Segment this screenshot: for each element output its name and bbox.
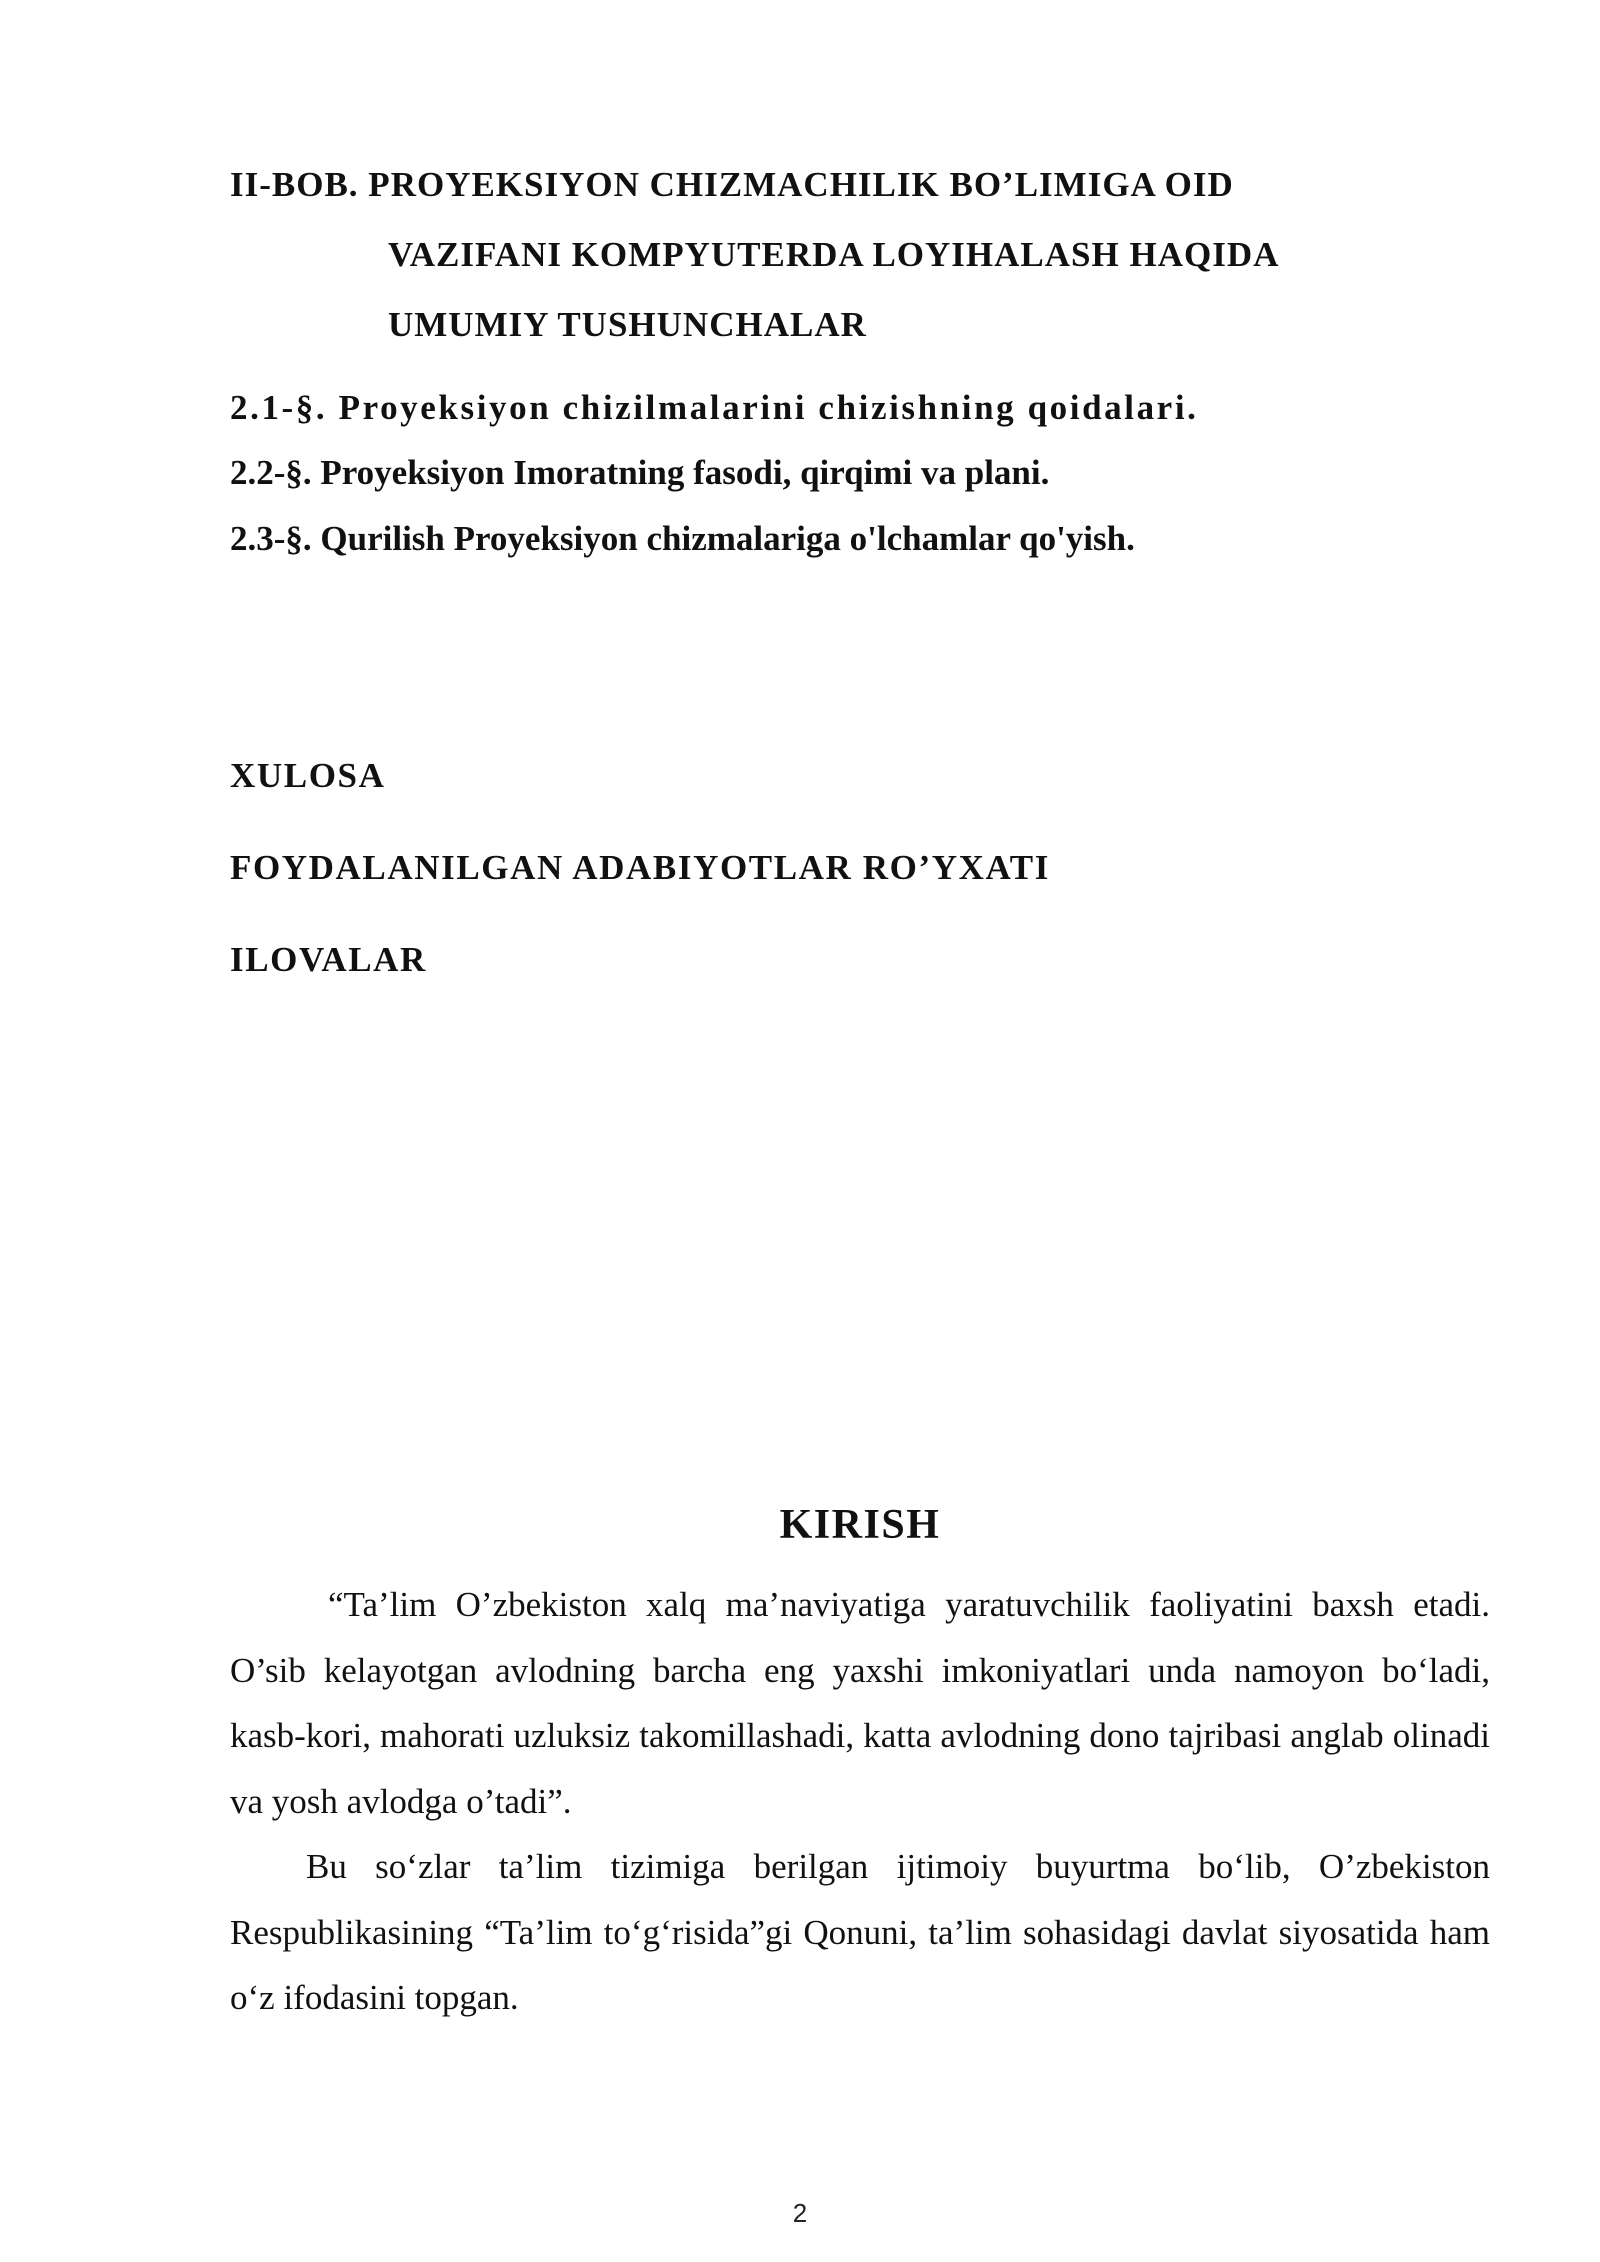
toc-item-xulosa: XULOSA [230, 756, 386, 795]
paragraph: “Ta’lim O’zbekiston xalq ma’naviyatiga yaratuvchilik faoliyatini baxsh etadi. O’sib kelayotgan avlodning barcha eng yaxshi imkoniyatlari unda namoyon bo‘ladi, kasb-kori, mahorati uzluksiz takomillashadi, katta avlodning dono tajribasi anglab olinadi va yosh avlodga o’tadi”. [230, 1585, 1490, 1821]
paragraph: Bu so‘zlar ta’lim tizimiga berilgan ijtimoiy buyurtma bo‘lib, O’zbekiston Respublikasining “Ta’lim to‘g‘risida”gi Qonuni, ta’lim sohasidagi davlat siyosatida ham o‘z ifodasini topgan. [230, 1847, 1490, 2017]
toc-section-2-1: 2.1-§. Proyeksiyon chizilmalarini chizishning qoidalari. [230, 388, 1199, 427]
toc-end-matter [230, 730, 1490, 1006]
toc-chapter-line-3: UMUMIY TUSHUNCHALAR [388, 305, 867, 344]
table-of-contents [230, 150, 1490, 568]
toc-section-2-2: 2.2-§. Proyeksiyon Imoratning fasodi, qirqimi va plani. [230, 453, 1050, 492]
toc-chapter-line-2: VAZIFANI KOMPYUTERDA LOYIHALASH HAQIDA [388, 235, 1280, 274]
toc-chapter-heading [230, 150, 1490, 360]
toc-section-2-3: 2.3-§. Qurilish Proyeksiyon chizmalariga o'lchamlar qo'yish. [230, 519, 1135, 558]
page-number: 2 [792, 2198, 808, 2228]
toc-chapter-line-1: II-BOB. PROYEKSIYON CHIZMACHILIK BO’LIMIGA OID [230, 165, 1234, 204]
toc-item-references: FOYDALANILGAN ADABIYOTLAR RO’YXATI [230, 848, 1050, 887]
introduction-section [230, 1490, 1490, 2031]
toc-item-ilovalar: ILOVALAR [230, 940, 427, 979]
section-title: KIRISH [779, 1502, 941, 1548]
